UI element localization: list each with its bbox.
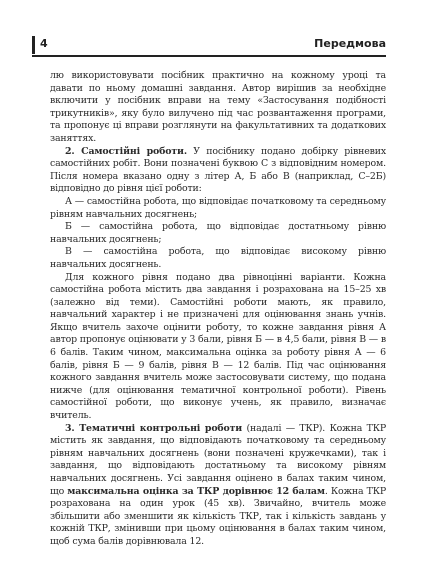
paragraph-independent-work bbox=[50, 146, 386, 196]
level-a-item: А — самостійна робота, що відповідає початковому та середньому рівням навчальних досягнень; bbox=[50, 195, 386, 220]
header-bar bbox=[32, 36, 35, 54]
page-body bbox=[50, 70, 386, 549]
header-rule bbox=[32, 55, 386, 57]
page-header bbox=[32, 36, 386, 54]
level-b-item: Б — самостійна робота, що відповідає достатньому рівню навчальних досягнень; bbox=[50, 221, 386, 245]
independent-work-text: У посібнику подано добірку рівневих самостійних робіт. Вони позначені буквою С з відповідним номером. Після номера вказано одну з літер А, Б або В (наприклад, С–2Б) відповідно до рівня цієї роботи: bbox=[50, 145, 386, 195]
heading-thematic-tests: 3. Тематичні контрольні роботи bbox=[65, 422, 243, 434]
page-number: 4 bbox=[40, 37, 48, 50]
thematic-tests-text-a: (надалі — ТКР). Кожна ТКР містить як завдання, що відповідають початковому та середньому рівням навчальних досягнень (вони позначені кружечками), так і завдання, що відповідають достатньому та високому рівням навчальних досягнень. Усі завдання оцінено в балах таким чином, що bbox=[50, 422, 386, 497]
paragraph-continuation: лю використовувати посібник практично на кожному уроці та давати по ньому домашні завдання. Автор вирішив за необхідне включити у посібник вправи на тему «Застосування подібності трикутників», яку було вилучено під час розвантаження програми, та пропонує ці вправи розглянути на факультативних та додаткових заняттях. bbox=[50, 70, 386, 144]
level-c-item: В — самостійна робота, що відповідає високому рівню навчальних досягнень. bbox=[50, 246, 386, 270]
paragraph-variants: Для кожного рівня подано два рівноцінні варіанти. Кожна самостійна робота містить два завдання і розрахована на 15–25 хв (залежно від теми). Самостійні роботи мають, як правило, навчальний характер і не призначені для оцінювання знань учнів. Якщо вчитель захоче оцінити роботу, то кожне завдання рівня А автор пропонує оцінювати у 3 бали, рівня Б — в 4,5 бали, рівня В — в 6 балів. Таким чином, максимальна оцінка за роботу рівня А — 6 балів, рівня Б — 9 балів, рівня В — 12 балів. Під час оцінювання кожного завдання вчитель може застосовувати систему, що подана нижче (для оцінювання тематичної контрольної роботи). Рівень самостійної роботи, що виконує учень, як правило, визначає вчитель. bbox=[50, 271, 386, 422]
max-score-bold: максимальна оцінка за ТКР дорівнює 12 балам bbox=[67, 485, 325, 497]
paragraph-thematic-tests bbox=[50, 423, 386, 549]
heading-independent-work: 2. Самостійні роботи. bbox=[65, 145, 187, 157]
section-title: Передмова bbox=[314, 37, 386, 50]
thematic-tests-text-b: . Кожна ТКР розрахована на один урок (45 хв). Звичайно, вчитель може збільшити або зменшити як кількість ТКР, так і кількість завдань у кожній ТКР, змінивши при цьому оцінювання в балах таким чином, щоб сума балів дорівнювала 12. bbox=[50, 485, 387, 547]
